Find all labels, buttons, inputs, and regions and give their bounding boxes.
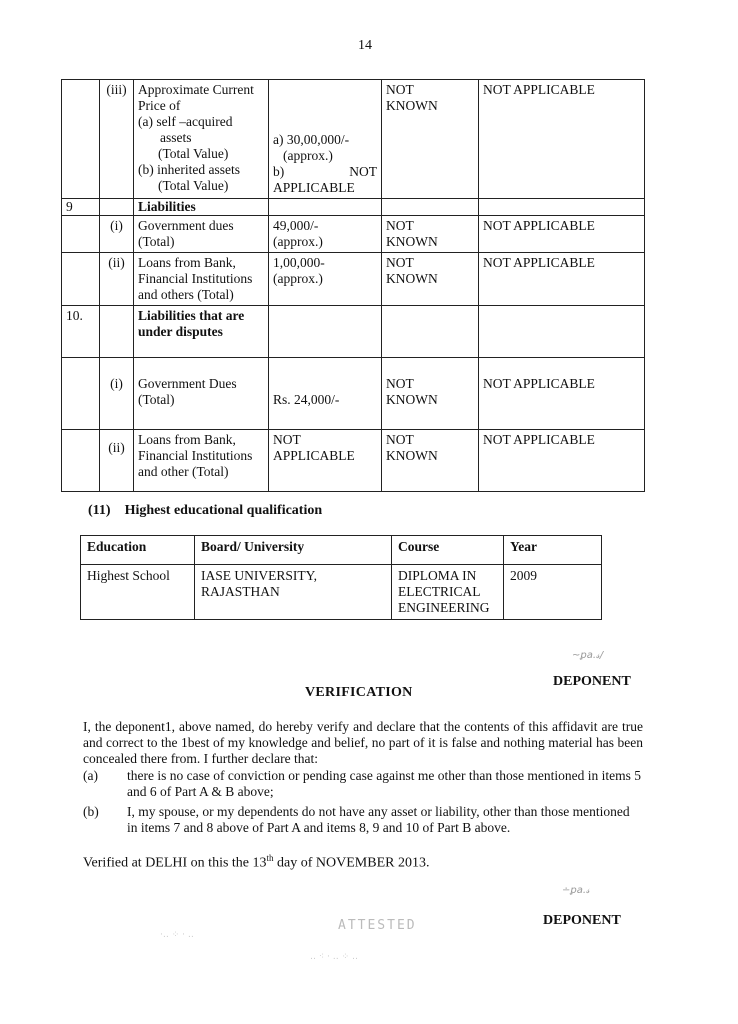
- verification-paragraph: I, the deponent1, above named, do hereby verify and declare that the contents of this affidavit are true and correct to the 1best of my knowledge and belief, no part of it is false and nothing material has been concealed there from. I further declare that:: [83, 719, 643, 766]
- table-row: (ii) Loans from Bank, Financial Institutions and others (Total) 1,00,000- (approx.) NOT KNOWN NOT APPLICABLE: [62, 253, 645, 306]
- cell-description: Approximate Current Price of (a) self –acquired assets (Total Value) (b) inherited assets (Total Value): [134, 80, 269, 199]
- table-row: 9 Liabilities: [62, 199, 645, 216]
- table-row: Highest School IASE UNIVERSITY, RAJASTHAN DIPLOMA IN ELECTRICAL ENGINEERING 2009: [81, 565, 602, 620]
- verified-line: Verified at DELHI on this the 13th day of NOVEMBER 2013.: [83, 853, 430, 871]
- page-number: 14: [358, 38, 372, 53]
- table-row: (ii) Loans from Bank, Financial Institutions and other (Total) NOT APPLICABLE NOT KNOWN NOT APPLICABLE: [62, 430, 645, 492]
- declaration-item: (b) I, my spouse, or my dependents do not have any asset or liability, other than those mentioned in items 7 and 8 above of Part A and items 8, 9 and 10 of Part B above.: [83, 804, 630, 835]
- signature-mark: ~ꝑa.𝓈/: [572, 650, 604, 661]
- signature-mark: ∸ꝑa.𝓈: [562, 885, 590, 896]
- education-heading: (11) Highest educational qualification: [88, 503, 323, 518]
- faint-stamp-mark: ‥ ⁖ · ‥ ⁘ ‥: [310, 952, 359, 962]
- cell-dependents: NOT APPLICABLE: [479, 80, 645, 199]
- education-table: [80, 535, 602, 620]
- table-row: (i) Government dues (Total) 49,000/- (approx.) NOT KNOWN NOT APPLICABLE: [62, 216, 645, 253]
- deponent-label: DEPONENT: [553, 674, 631, 689]
- cell-self: a) 30,00,000/- (approx.) b) NOT APPLICABLE: [269, 80, 382, 199]
- faint-stamp-mark: ·‥ ⁘ · ‥: [160, 930, 194, 940]
- attested-stamp: ATTESTED: [338, 918, 417, 933]
- assets-liabilities-table: [61, 79, 645, 492]
- cell-spouse: NOT KNOWN: [382, 80, 479, 199]
- deponent-label: DEPONENT: [543, 913, 621, 928]
- declaration-item: (a) there is no case of conviction or pending case against me other than those mentioned in items 5 and 6 of Part A & B above;: [83, 768, 641, 799]
- table-row: (iii) Approximate Current Price of (a) self –acquired assets (Total Value) (b) inherited assets (Total Value) a) 30,00,000/- (approx.) b) NOT APPLICABLE NOT KNOWN NOT APPLICABLE: [62, 80, 645, 199]
- verification-title: VERIFICATION: [305, 685, 413, 700]
- table-row: 10. Liabilities that are under disputes: [62, 306, 645, 358]
- table-header-row: Education Board/ University Course Year: [81, 536, 602, 565]
- table-row: (i) Government Dues (Total) Rs. 24,000/- NOT KNOWN NOT APPLICABLE: [62, 358, 645, 430]
